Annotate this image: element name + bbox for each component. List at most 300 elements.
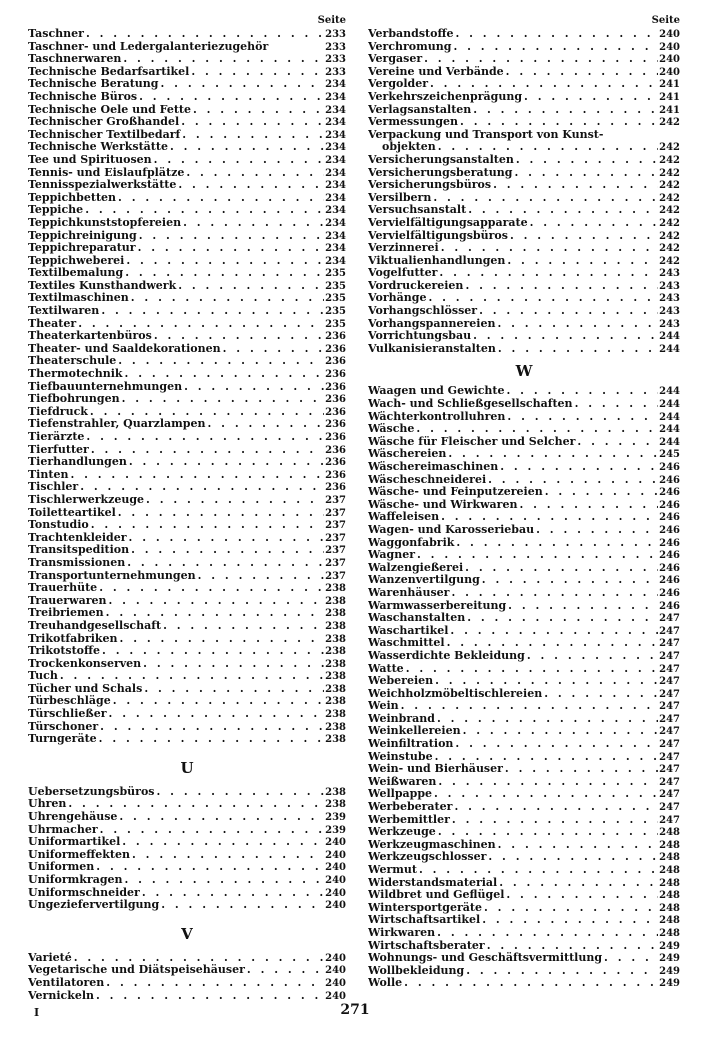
index-entry [368, 952, 680, 965]
entry-page: 248 [659, 927, 680, 939]
entry-title: Vereine und Verbände [368, 65, 504, 78]
index-list-v-continued [368, 28, 680, 355]
entry-title: Watte [368, 662, 404, 675]
entry-page: 248 [659, 877, 680, 889]
index-entry [368, 700, 680, 713]
index-entry [368, 423, 680, 436]
entry-title: Teppichbetten [28, 191, 117, 204]
leader-dots [491, 179, 658, 192]
entry-page: 240 [325, 875, 346, 886]
entry-title: Varieté [28, 951, 72, 964]
entry-title: Tierfutter [28, 443, 89, 456]
leader-dots [543, 486, 658, 499]
leader-dots [486, 474, 658, 487]
page-number: 271 [340, 1002, 370, 1018]
entry-page: 243 [659, 293, 680, 305]
leader-dots [142, 683, 324, 696]
entry-title: Taschner- und Ledergalanteriezugehör [28, 40, 269, 53]
index-entry [28, 330, 346, 343]
entry-page: 242 [659, 255, 680, 267]
entry-page: 240 [659, 66, 680, 78]
leader-dots [99, 305, 324, 318]
entry-page: 236 [325, 482, 346, 494]
index-entry [368, 562, 680, 575]
leader-dots [124, 255, 324, 268]
leader-dots [168, 141, 324, 154]
index-entry [368, 104, 680, 117]
index-entry [368, 738, 680, 751]
entry-title: Wollbekleidung [368, 964, 465, 977]
entry-title: Werkzeuge [368, 826, 436, 839]
leader-dots [68, 469, 324, 482]
entry-page: 242 [659, 243, 680, 255]
leader-dots [399, 700, 658, 713]
leader-dots [116, 192, 324, 205]
section-letter-v: V [181, 924, 193, 943]
index-entry [28, 519, 346, 532]
index-entry [28, 343, 346, 356]
entry-page: 234 [325, 142, 346, 154]
entry-page: 238 [325, 671, 346, 683]
entry-title: Technischer Textilbedarf [28, 128, 181, 141]
index-list-u [28, 786, 346, 912]
entry-page: 247 [659, 789, 680, 801]
index-entry [368, 511, 680, 524]
leader-dots [129, 544, 324, 557]
entry-title: Versilbern [368, 191, 432, 204]
leader-dots [97, 733, 324, 746]
index-entry [28, 368, 346, 381]
index-entry [28, 977, 346, 990]
index-entry [28, 431, 346, 444]
leader-dots [504, 889, 658, 902]
entry-page: 242 [659, 217, 680, 229]
entry-title: Technische Werkstätte [28, 141, 168, 154]
index-entry [368, 927, 680, 940]
index-entry [28, 836, 346, 849]
leader-dots [458, 116, 658, 129]
leader-dots [454, 537, 658, 550]
index-entry [368, 940, 680, 953]
entry-title: Webereien [368, 675, 434, 688]
leader-dots [480, 574, 658, 587]
entry-page: 239 [325, 824, 346, 836]
index-entry [28, 406, 346, 419]
entry-title: Versicherungsanstalten [368, 153, 514, 166]
index-entry [368, 66, 680, 79]
entry-page: 249 [659, 965, 680, 977]
entry-page: 234 [325, 79, 346, 91]
index-entry [28, 708, 346, 721]
leader-dots [439, 242, 658, 255]
entry-title: Trauerhüte [28, 582, 98, 595]
entry-page: 243 [659, 306, 680, 318]
entry-page: 247 [659, 676, 680, 688]
leader-dots [84, 431, 324, 444]
entry-page: 242 [659, 180, 680, 192]
index-entry [28, 53, 346, 66]
index-entry [368, 499, 680, 512]
entry-title: Tischler [28, 481, 79, 494]
index-entry [368, 461, 680, 474]
entry-title: Verpackung und Transport von Kunst- [368, 128, 604, 141]
index-entry [368, 154, 680, 167]
entry-title: Waschmittel [368, 637, 445, 650]
entry-page: 248 [659, 865, 680, 876]
index-list-w [368, 385, 680, 990]
entry-title: Wein- und Bierhäuser [368, 763, 503, 776]
entry-page: 237 [325, 570, 346, 582]
leader-dots [123, 267, 324, 280]
entry-title: Uniformeffekten [28, 848, 130, 861]
entry-page: 247 [659, 814, 680, 826]
entry-title: Waffeleisen [368, 511, 440, 524]
index-entry [368, 625, 680, 638]
entry-title: Wein [368, 700, 399, 713]
leader-dots [118, 633, 325, 646]
entry-page: 246 [659, 487, 680, 499]
entry-title: Technische Bedarfsartikel [28, 65, 190, 78]
index-entry [28, 292, 346, 305]
entry-page: 236 [325, 419, 346, 431]
index-entry [368, 242, 680, 255]
index-entry [368, 343, 680, 356]
leader-dots [136, 242, 325, 255]
entry-title: Vermessungen [368, 116, 459, 129]
entry-page: 242 [659, 142, 680, 154]
entry-title: Ungeziefervertilgung [28, 899, 160, 912]
entry-page: 236 [325, 343, 346, 355]
index-entry [28, 570, 346, 583]
entry-title: Teppichreparatur [28, 242, 136, 255]
index-entry [28, 154, 346, 167]
index-entry [28, 418, 346, 431]
entry-title: Versicherungsberatung [368, 166, 513, 179]
entry-page: 233 [325, 29, 346, 40]
entry-title: Tiefenstrahler, Quarzlampen [28, 418, 206, 431]
entry-title: Wildbret und Geflügel [368, 889, 505, 902]
leader-dots [137, 230, 324, 243]
entry-page: 238 [325, 721, 346, 733]
right-column [368, 14, 680, 990]
entry-title: Toiletteartikel [28, 506, 116, 519]
index-entry [28, 544, 346, 557]
index-entry [368, 600, 680, 613]
leader-dots [517, 499, 658, 512]
entry-page: 247 [659, 638, 680, 650]
entry-title: Tennisspezialwerkstätte [28, 179, 177, 192]
entry-page: 238 [325, 709, 346, 721]
entry-page: 241 [659, 104, 680, 116]
leader-dots [452, 801, 658, 814]
index-entry [28, 952, 346, 965]
index-entry [368, 688, 680, 701]
entry-page: 248 [659, 902, 680, 914]
leader-dots [433, 675, 658, 688]
entry-page: 248 [659, 852, 680, 864]
entry-page: 234 [325, 255, 346, 267]
leader-dots [453, 738, 658, 751]
index-entry [368, 814, 680, 827]
entry-title: Wirtschaftsberater [368, 939, 485, 952]
seite-header: Seite [317, 15, 346, 26]
leader-dots [542, 688, 658, 701]
index-entry [368, 78, 680, 91]
entry-title: Tee und Spirituosen [28, 153, 152, 166]
index-entry [368, 28, 680, 41]
leader-dots [404, 663, 658, 676]
entry-title: Uniformschneider [28, 886, 140, 899]
index-entry [28, 695, 346, 708]
leader-dots [76, 318, 324, 331]
entry-page: 242 [659, 167, 680, 179]
leader-dots [436, 776, 658, 789]
entry-page: 246 [659, 512, 680, 524]
entry-title: Türschließer [28, 708, 107, 721]
section-letter-w: W [515, 362, 533, 381]
leader-dots [176, 179, 324, 192]
leader-dots [512, 167, 658, 180]
entry-title: Tierhandlungen [28, 456, 127, 469]
leader-dots [125, 557, 324, 570]
leader-dots [97, 582, 324, 595]
index-entry [28, 887, 346, 900]
leader-dots [534, 524, 658, 537]
leader-dots [445, 637, 659, 650]
entry-title: Taschner [28, 28, 84, 40]
index-list-t [28, 28, 346, 746]
index-entry [28, 41, 346, 54]
index-entry [368, 91, 680, 104]
entry-page: 240 [325, 952, 346, 964]
entry-title: Textiles Kunsthandwerk [28, 279, 177, 292]
entry-page: 238 [325, 696, 346, 708]
entry-page: 240 [325, 837, 346, 849]
leader-dots [179, 116, 324, 129]
section-letter-u: U [180, 758, 194, 777]
entry-page: 236 [325, 381, 346, 393]
index-entry [28, 204, 346, 217]
entry-title: Tuch [28, 670, 58, 683]
leader-dots [482, 902, 658, 915]
index-entry [368, 826, 680, 839]
index-entry [368, 587, 680, 600]
index-entry [368, 179, 680, 192]
entry-title: Theaterkartenbüros [28, 330, 152, 343]
entry-title: Wirtschaftsartikel [368, 914, 481, 927]
entry-title: Teppiche [28, 204, 84, 217]
leader-dots [477, 305, 658, 318]
entry-page: 234 [325, 154, 346, 166]
index-entry [368, 574, 680, 587]
entry-page: 247 [659, 688, 680, 700]
index-entry [368, 663, 680, 676]
index-entry [368, 330, 680, 343]
entry-page: 242 [659, 117, 680, 129]
entry-title: Trikotstoffe [28, 645, 101, 658]
index-entry [368, 788, 680, 801]
leader-dots [196, 570, 325, 583]
entry-page: 236 [325, 457, 346, 469]
entry-page: 248 [659, 827, 680, 839]
entry-page: 238 [325, 646, 346, 658]
entry-page: 233 [325, 54, 346, 66]
entry-title: Trikotfabriken [28, 632, 118, 645]
leader-dots [426, 292, 658, 305]
index-entry [368, 763, 680, 776]
entry-title: Wolle [368, 977, 403, 990]
index-entry [28, 964, 346, 977]
entry-page: 238 [325, 620, 346, 632]
leader-dots [453, 28, 658, 41]
index-entry [368, 977, 680, 990]
index-entry [368, 204, 680, 217]
leader-dots [448, 625, 658, 638]
index-entry [368, 129, 680, 142]
index-entry [28, 532, 346, 545]
leader-dots [123, 874, 325, 887]
entry-page: 235 [325, 280, 346, 292]
leader-dots [94, 990, 324, 1003]
index-entry [368, 436, 680, 449]
leader-dots [503, 763, 658, 776]
entry-page: 236 [325, 444, 346, 456]
entry-title: Verkehrszeichenprägung [368, 90, 523, 103]
leader-dots [435, 713, 658, 726]
entry-page: 236 [325, 394, 346, 406]
entry-page: 236 [325, 331, 346, 343]
entry-page: 234 [325, 192, 346, 204]
entry-title: Wäsche- und Feinputzereien [368, 486, 543, 499]
leader-dots [155, 786, 325, 799]
entry-title: Wäsche [368, 423, 415, 436]
entry-page: 247 [659, 701, 680, 713]
leader-dots [127, 532, 325, 545]
leader-dots [402, 977, 658, 990]
leader-dots [451, 41, 658, 54]
index-entry [28, 582, 346, 595]
entry-title: Werbeberater [368, 801, 453, 814]
index-entry [28, 658, 346, 671]
entry-page: 242 [659, 192, 680, 204]
index-entry [368, 524, 680, 537]
index-entry [28, 78, 346, 91]
leader-dots [508, 230, 658, 243]
entry-title: Wermut [368, 864, 417, 876]
entry-title: Versuchsanstalt [368, 204, 467, 217]
leader-dots [463, 562, 658, 575]
entry-page: 234 [325, 129, 346, 141]
leader-dots [528, 217, 659, 230]
index-entry [28, 129, 346, 142]
entry-title: Transitspedition [28, 544, 130, 557]
index-entry [368, 486, 680, 499]
leader-dots [94, 861, 324, 874]
index-entry [28, 733, 346, 746]
index-entry [368, 167, 680, 180]
entry-title: Treibriemen [28, 607, 104, 620]
index-entry [28, 242, 346, 255]
leader-dots [446, 448, 658, 461]
index-entry [368, 889, 680, 902]
leader-dots [181, 217, 324, 230]
leader-dots [436, 826, 658, 839]
index-entry [28, 192, 346, 205]
entry-title: Uebersetzungsbüros [28, 785, 155, 798]
leader-dots [496, 343, 658, 356]
leader-dots [496, 839, 658, 852]
leader-dots [176, 280, 324, 293]
leader-dots [506, 600, 658, 613]
entry-page: 236 [325, 432, 346, 443]
leader-dots [98, 721, 324, 734]
entry-page: 244 [659, 436, 680, 448]
entry-title: Waggonfabrik [368, 536, 455, 549]
entry-page: 237 [325, 494, 346, 506]
leader-dots [464, 965, 658, 978]
leader-dots [471, 330, 658, 343]
entry-page: 242 [659, 205, 680, 217]
leader-dots [414, 423, 658, 436]
entry-page: 247 [659, 613, 680, 625]
entry-page: 237 [325, 532, 346, 544]
entry-page: 236 [325, 406, 346, 418]
index-entry [28, 104, 346, 117]
entry-title: Vorhangspannereien [368, 317, 496, 330]
entry-page: 246 [659, 562, 680, 574]
entry-page: 246 [659, 587, 680, 599]
leader-dots [486, 851, 658, 864]
entry-title: Wächterkontrolluhren [368, 410, 506, 423]
entry-page: 247 [659, 739, 680, 751]
entry-page: 234 [325, 104, 346, 116]
index-entry [368, 751, 680, 764]
leader-dots [121, 53, 324, 66]
leader-dots [417, 864, 658, 877]
index-entry [368, 776, 680, 789]
leader-dots [66, 798, 324, 811]
index-entry [28, 456, 346, 469]
leader-dots [505, 411, 658, 424]
entry-page: 243 [659, 268, 680, 280]
entry-title: Werkzeugmaschinen [368, 838, 496, 851]
leader-dots [83, 204, 324, 217]
entry-title: Wohnungs- und Geschäftsvermittlung [368, 952, 603, 965]
entry-title: Wirkwaren [368, 926, 436, 939]
leader-dots [433, 751, 659, 764]
entry-title: Weinbrand [368, 712, 435, 725]
entry-title: Wach- und Schließgesellschaften [368, 398, 573, 411]
entry-page: 234 [325, 180, 346, 192]
index-entry [368, 292, 680, 305]
leader-dots [422, 53, 658, 66]
entry-page: 246 [659, 537, 680, 549]
entry-title: Wagner [368, 549, 416, 562]
entry-page: 236 [325, 469, 346, 481]
entry-title: Vorrichtungsbau [368, 330, 472, 343]
index-entry [28, 179, 346, 192]
entry-page: 240 [325, 887, 346, 899]
entry-title: Uhrengehäuse [28, 811, 118, 824]
entry-page: 240 [325, 849, 346, 861]
entry-title: Weißwaren [368, 775, 437, 788]
entry-title: Textilbemalung [28, 267, 124, 280]
entry-title: Technische Oele und Fette [28, 103, 191, 116]
entry-title: Wäschereimaschinen [368, 461, 499, 473]
entry-page: 244 [659, 399, 680, 411]
entry-page: 246 [659, 550, 680, 562]
entry-title: Uniformkragen [28, 874, 123, 886]
